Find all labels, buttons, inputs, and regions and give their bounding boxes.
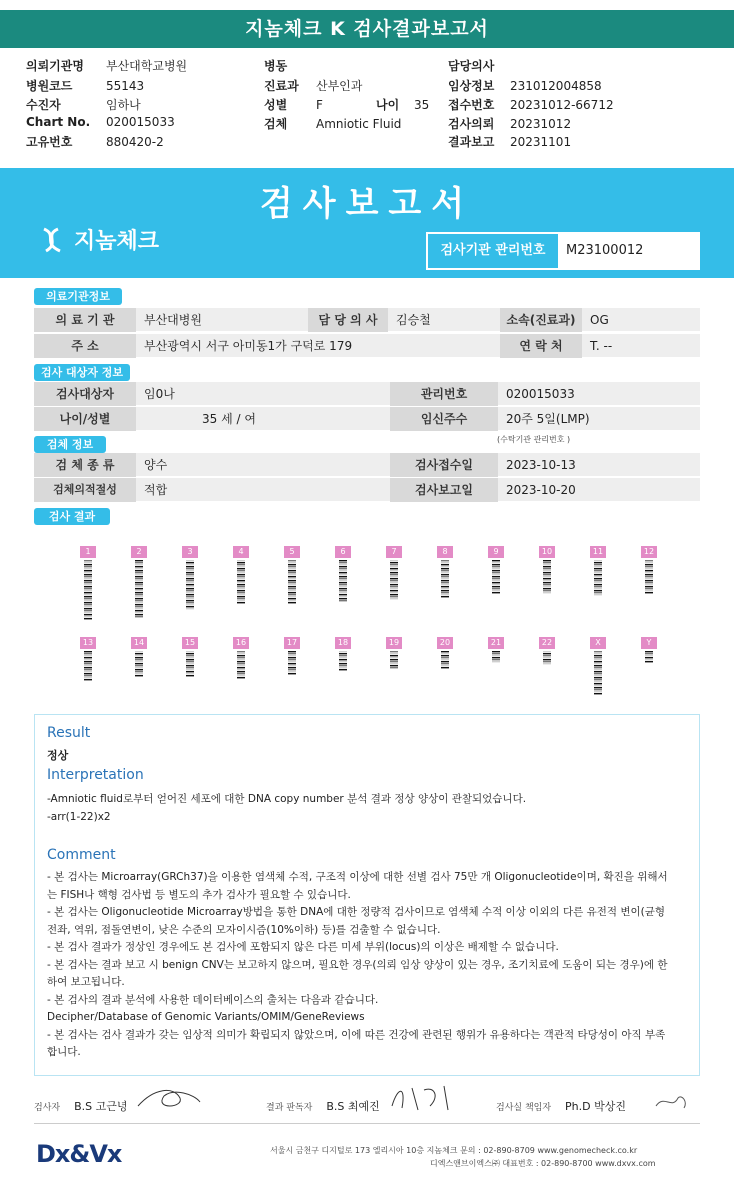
mgmt-number-box — [426, 232, 700, 270]
tester-signature-scribble — [134, 1084, 204, 1114]
header-row: 검체 Amniotic Fluid — [264, 117, 402, 131]
section-results: 검사 결과 — [34, 508, 110, 525]
header-row: 담당의사 — [448, 59, 495, 73]
chromosome-bands — [437, 651, 453, 669]
header-row: 임상정보 231012004858 — [448, 79, 602, 93]
logo-text: 지놈체크 — [74, 229, 160, 254]
header-row: 성별 F 나이 35 — [264, 98, 430, 112]
result-heading: Result — [47, 725, 91, 741]
chromosome-label: 4 — [233, 546, 249, 558]
chromosome-label: 19 — [386, 637, 402, 649]
specimen-row: 검체의적절성 적합 검사보고일 2023-10-20 — [34, 478, 700, 502]
header-row: Chart No. 020015033 — [26, 115, 175, 129]
comment-heading: Comment — [47, 847, 116, 863]
chromosome-bands — [386, 560, 402, 600]
chromosome-bands — [131, 651, 147, 677]
report-title: 검사보고서 — [259, 184, 475, 224]
chromosome-bands — [80, 651, 96, 681]
chromosome-bands — [641, 651, 657, 663]
mgmt-number-label: 검사기관 관리번호 — [428, 234, 558, 268]
specimen-row: 검 체 종 류 양수 검사접수일 2023-10-13 — [34, 453, 700, 477]
chromosome-label: 9 — [488, 546, 504, 558]
header-row: 검사의뢰 20231012 — [448, 117, 572, 131]
chromosome-bands — [335, 651, 351, 671]
chromosome-bands — [80, 560, 96, 620]
chromosome-bands — [539, 651, 555, 665]
footer-divider — [34, 1123, 700, 1124]
signature-reviewer: 결과 판독자 B.S 최예진 — [266, 1098, 380, 1114]
chromosome-label: 11 — [590, 546, 606, 558]
chromosome-bands — [131, 560, 147, 618]
chromosome-bands — [335, 560, 351, 602]
chromosome-label: 6 — [335, 546, 351, 558]
chromosome-bands — [284, 651, 300, 675]
chromosome-label: 21 — [488, 637, 504, 649]
karyogram — [34, 531, 700, 706]
chromosome-bands — [182, 560, 198, 610]
chromosome-bands — [386, 651, 402, 669]
chromosome-label: 10 — [539, 546, 555, 558]
institution-row: 주 소 부산광역시 서구 아미동1가 구덕로 179 연 락 처 T. -- — [34, 334, 700, 358]
chromosome-bands — [233, 560, 249, 604]
chromosome-label: 5 — [284, 546, 300, 558]
subject-row: 나이/성별 35 세 / 여 임신주수 20주 5일(LMP) — [34, 407, 700, 431]
chromosome-bands — [590, 560, 606, 596]
dna-logo-icon — [38, 225, 68, 255]
top-title-bar: 지놈체크 K 검사결과보고서 — [0, 10, 734, 48]
header-row: 고유번호 880420-2 — [26, 135, 164, 149]
genomecheck-logo — [38, 224, 159, 255]
chromosome-bands — [488, 651, 504, 663]
chromosome-bands — [284, 560, 300, 604]
subject-row: 검사대상자 임0나 관리번호 020015033 — [34, 382, 700, 406]
chromosome-bands — [641, 560, 657, 594]
header-row: 접수번호 20231012-66712 — [448, 98, 614, 112]
section-specimen: 검체 정보 — [34, 436, 106, 453]
chief-signature-scribble — [654, 1092, 690, 1112]
chromosome-bands — [590, 651, 606, 695]
chromosome-bands — [437, 560, 453, 598]
reviewer-signature-scribble — [388, 1080, 458, 1114]
header-row: 수진자 임하나 — [26, 98, 141, 112]
chromosome-label: 2 — [131, 546, 147, 558]
consign-note: (수탁기관 관리번호 ) — [497, 435, 571, 444]
chromosome-label: 14 — [131, 637, 147, 649]
interpretation-heading: Interpretation — [47, 767, 144, 783]
chromosome-label: 18 — [335, 637, 351, 649]
chromosome-label: 12 — [641, 546, 657, 558]
chromosome-label: 13 — [80, 637, 96, 649]
chromosome-label: 17 — [284, 637, 300, 649]
chromosome-label: 20 — [437, 637, 453, 649]
footer-address: 서울시 금천구 디지털로 173 엘리시아 10층 지놈체크 문의 : 02-890-8709 www.genomecheck.co.kr 디엑스앤브이엑스㈜ 대표번호 : 02-890-8700 www.dxvx.com — [270, 1146, 656, 1168]
institution-row: 의 료 기 관 부산대병원 담 당 의 사 김승철 소속(진료과) OG — [34, 308, 700, 332]
signature-tester: 검사자 B.S 고근녕 — [34, 1098, 128, 1114]
signature-chief: 검사실 책임자 Ph.D 박상진 — [496, 1098, 626, 1114]
section-institution: 의료기관정보 — [34, 288, 122, 305]
chromosome-bands — [488, 560, 504, 594]
result-value: 정상 — [47, 749, 69, 762]
header-row: 의뢰기관명 부산대학교병원 — [26, 59, 188, 73]
chromosome-label: 8 — [437, 546, 453, 558]
chromosome-bands — [182, 651, 198, 677]
report-page — [0, 168, 734, 1199]
chromosome-bands — [539, 560, 555, 594]
dxvx-logo: Dx&Vx — [36, 1140, 122, 1168]
header-row: 진료과 산부인과 — [264, 79, 363, 93]
mgmt-number-value: M23100012 — [566, 243, 644, 258]
chromosome-bands — [233, 651, 249, 679]
result-box — [34, 714, 700, 1076]
chromosome-label: 7 — [386, 546, 402, 558]
interpretation-text: -Amniotic fluid로부터 얻어진 세포에 대한 DNA copy number 분석 결과 정상 양상이 관찰되었습니다. -arr(1-22)x2 — [47, 793, 527, 823]
header-row: 병원코드 55143 — [26, 79, 145, 93]
header-row: 병동 — [264, 59, 288, 73]
header-row: 결과보고 20231101 — [448, 135, 572, 149]
chromosome-label: 15 — [182, 637, 198, 649]
chromosome-label: 1 — [80, 546, 96, 558]
comment-text: - 본 검사는 Microarray(GRCh37)을 이용한 염색체 수적, 구조적 이상에 대한 선별 검사 75만 개 Oligonucleotide이며, 확진을 위해서 는 FISH나 핵형 검사법 등 별도의 추가 검사가 필요할 수 있습니다. - 본 검사는 Oligonucleotide Microarray방법을 통한 DNA에 대한 정량적 검사이므로 염색체 수적 이상 이외의 다른 유전적 변이(균형 전좌, 역위, 점돌연변이, 낮은 수준의 모자이시즘(10%이하) 등)를 검출할 수 없습니다. - 본 검사 결과가 정상인 경우에도 본 검사에 포함되지 않은 다른 미세 부위(locus)의 이상은 배제할 수 없습니다. - 본 검사는 결과 보고 시 benign CNV는 보고하지 않으며, 필요한 경우(의뢰 임상 양상이 있는 경우, 조기치료에 도움이 되는 경우)에 한 하여 보고됩니다. - 본 검사의 결과 분석에 사용한 데이터베이스의 출처는 다음과 같습니다. Decipher/Database of Genomic Variants/OMIM/GeneReviews - 본 검사는 검사 결과가 갖는 임상적 의미가 확립되지 않았으며, 이에 따른 건강에 관련된 행위가 유용하다는 객관적 타당성이 아직 부족 합니다. — [47, 871, 668, 1058]
chromosome-label: 16 — [233, 637, 249, 649]
section-subject: 검사 대상자 정보 — [34, 364, 130, 381]
chromosome-label: 22 — [539, 637, 555, 649]
chromosome-label: 3 — [182, 546, 198, 558]
chromosome-label: Y — [641, 637, 657, 649]
chromosome-label: X — [590, 637, 606, 649]
